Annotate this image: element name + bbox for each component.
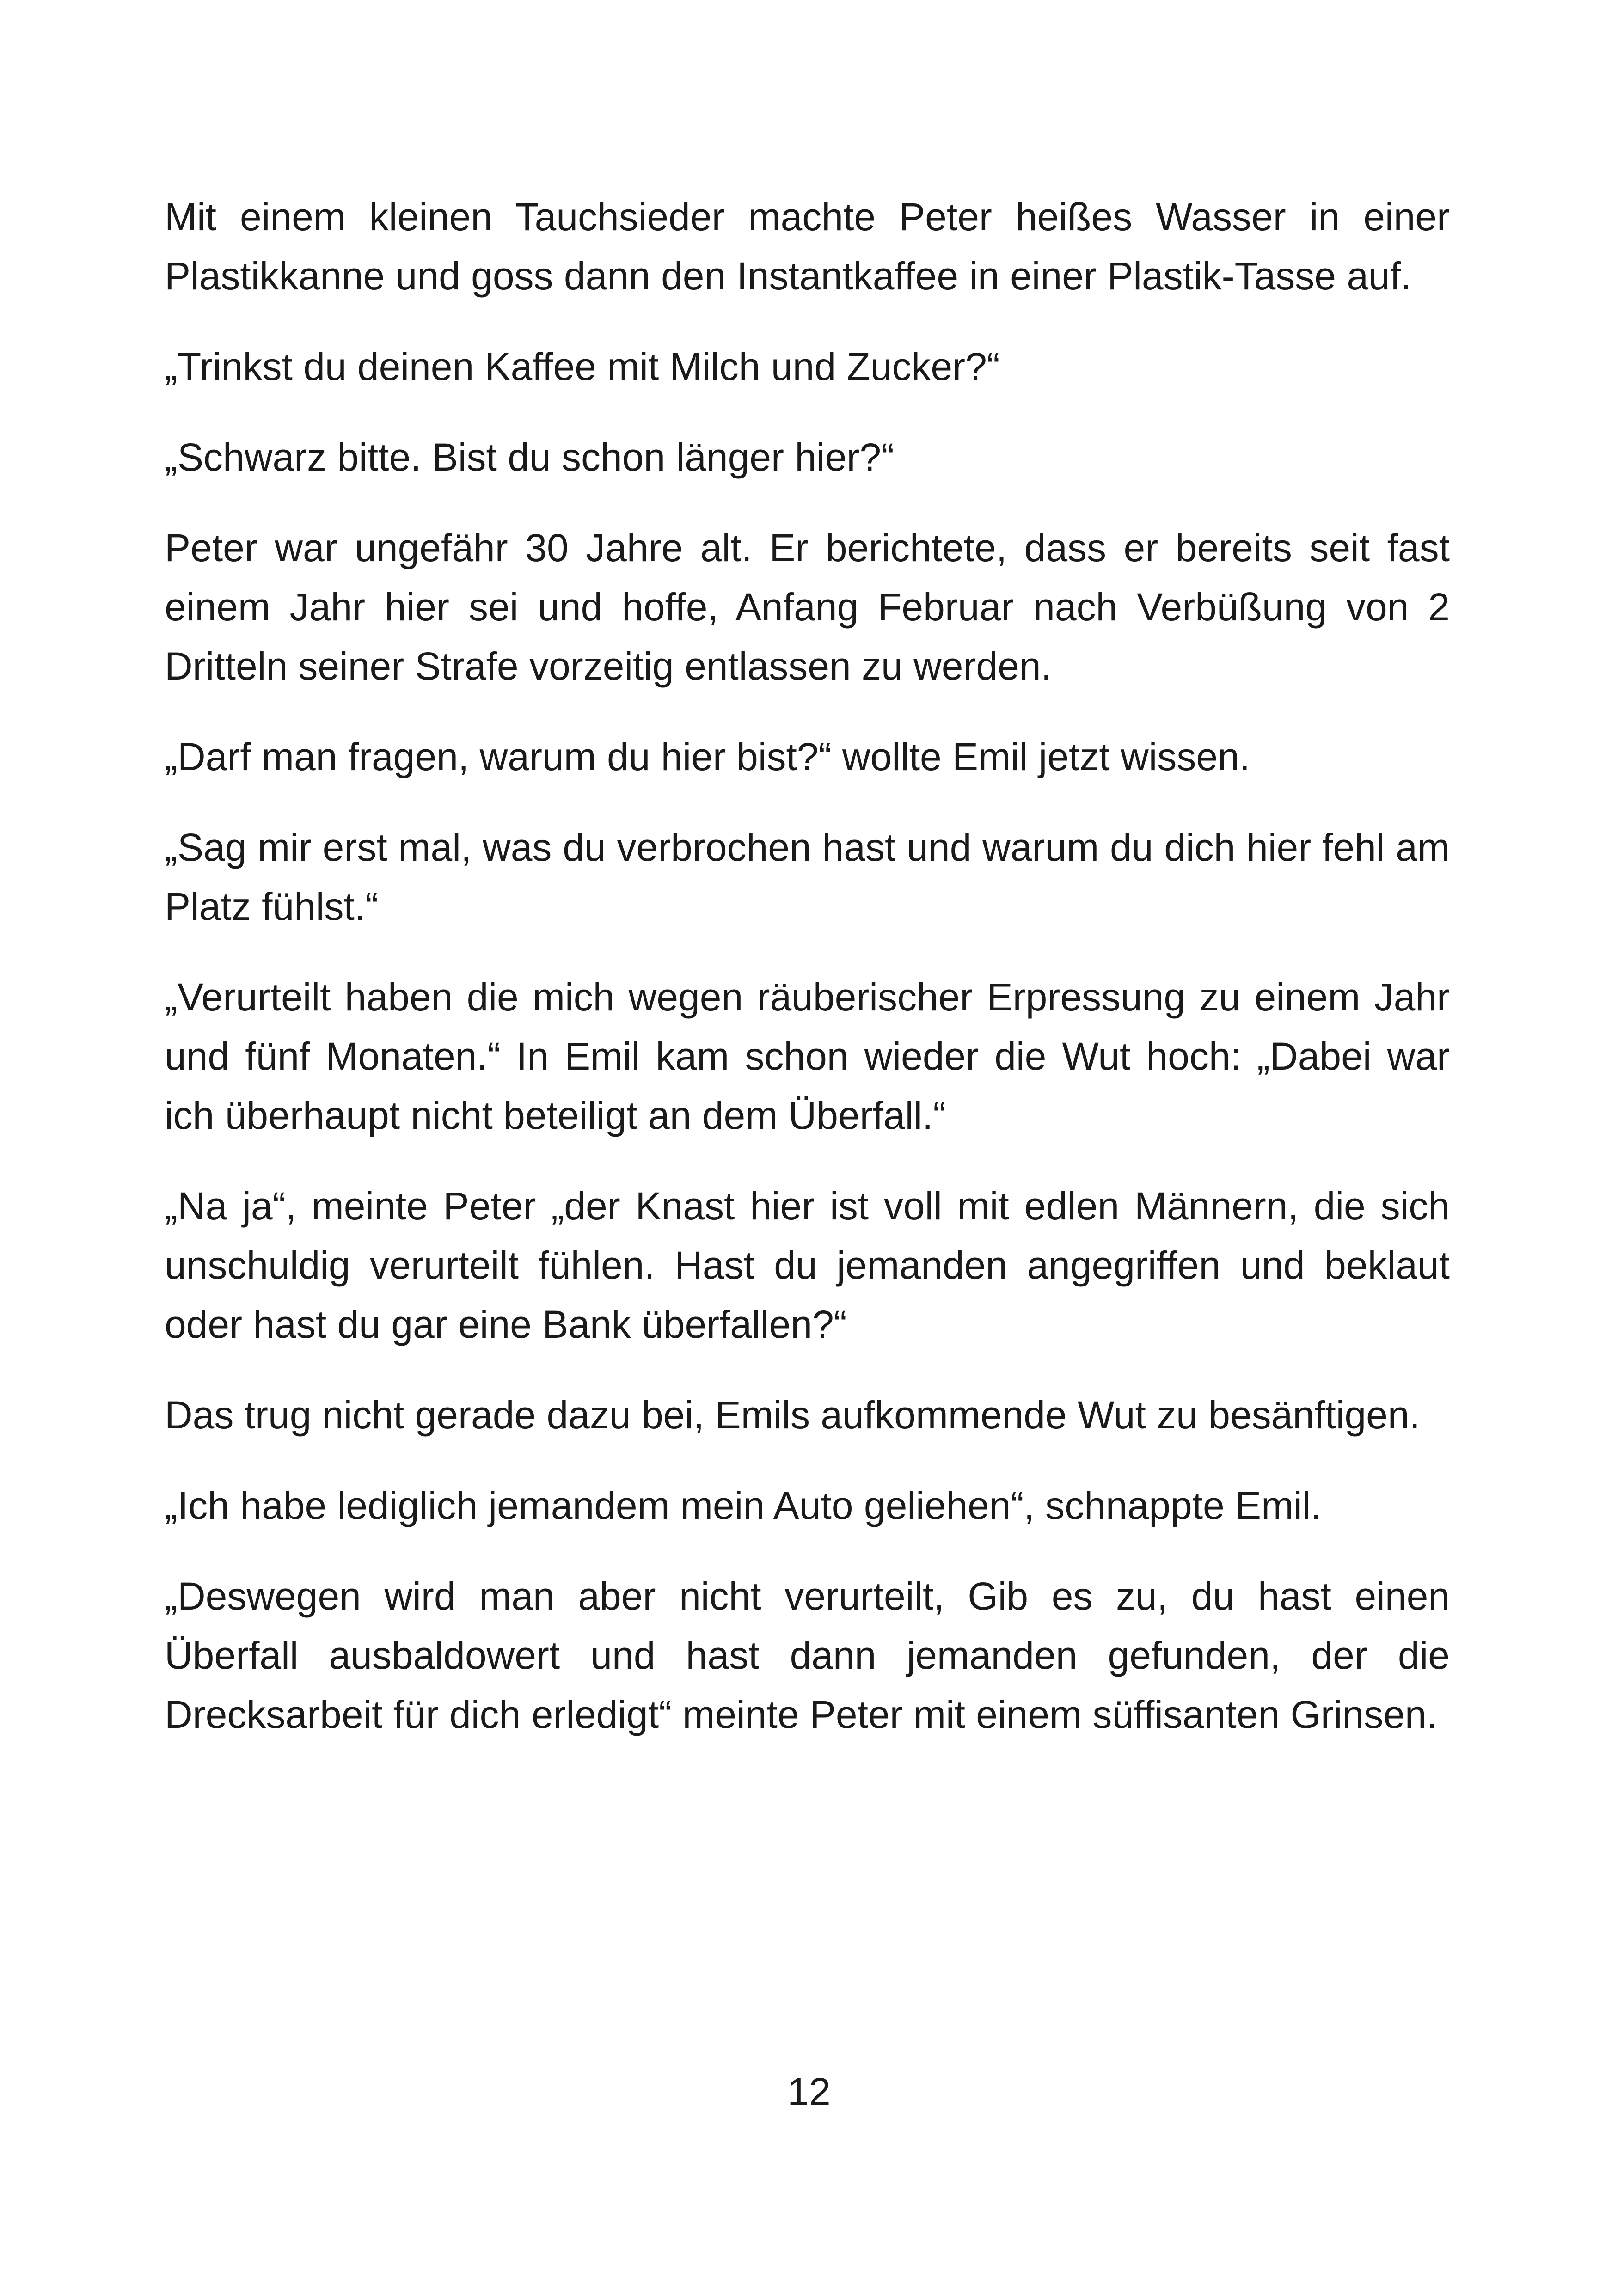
paragraph-11: „Deswegen wird man aber nicht verurteilt, Gib es zu, du hast einen Überfall ausbaldowert und hast dann jemanden gefunden, der die Drecksarbeit für dich erledigt“ meinte Peter mit einem süffisanten Grinsen. [165,1574,1450,1736]
paragraph-2: „Trinkst du deinen Kaffee mit Milch und Zucker?“ [165,345,1000,388]
paragraph-4: Peter war ungefähr 30 Jahre alt. Er berichtete, dass er bereits seit fast einem Jahr hier sei und hoffe, Anfang Februar nach Verbüßung von 2 Dritteln seiner Strafe vorzeitig entlassen zu werden. [165,526,1450,688]
paragraph-5: „Darf man fragen, warum du hier bist?“ wollte Emil jetzt wissen. [165,735,1250,778]
paragraph-1: Mit einem kleinen Tauchsieder machte Peter heißes Wasser in einer Plastikkanne und goss dann den Instantkaffee in einer Plastik-Tasse auf. [165,195,1450,298]
paragraph-10: „Ich habe lediglich jemandem mein Auto geliehen“, schnappte Emil. [165,1484,1322,1527]
paragraph-8: „Na ja“, meinte Peter „der Knast hier ist voll mit edlen Männern, die sich unschuldig verurteilt fühlen. Hast du jemanden angegriffen und beklaut oder hast du gar eine Bank überfallen?“ [165,1184,1450,1346]
paragraph-7: „Verurteilt haben die mich wegen räuberischer Erpressung zu einem Jahr und fünf Monaten.“ In Emil kam schon wieder die Wut hoch: „Dabei war ich überhaupt nicht beteiligt an dem Überfall.“ [165,975,1450,1137]
paragraph-3: „Schwarz bitte. Bist du schon länger hier?“ [165,435,895,479]
body-text [165,187,1450,1776]
page-number: 12 [787,2070,831,2113]
paragraph-9: Das trug nicht gerade dazu bei, Emils aufkommende Wut zu besänftigen. [165,1393,1420,1437]
paragraph-6: „Sag mir erst mal, was du verbrochen hast und warum du dich hier fehl am Platz fühlst.“ [165,826,1450,928]
